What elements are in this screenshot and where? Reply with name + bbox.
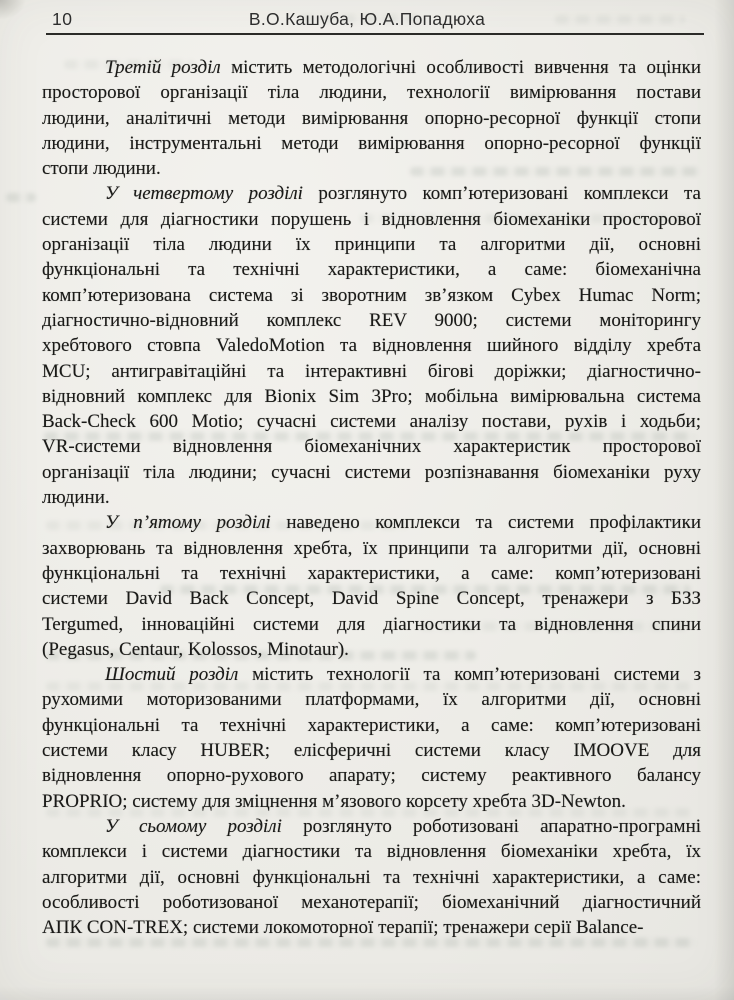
text-line: організації тіла людини їх принципи та алгоритми дії, основні: [42, 234, 701, 256]
text-line: людини, аналітичні методи вимірювання опорно-ресорної функції стопи: [42, 107, 701, 129]
page-header: [0, 8, 734, 32]
text-line: (Pegasus, Centaur, Kolossos, Minotaur).: [42, 638, 349, 660]
text-line: Back-Check 600 Motio; сучасні системи аналізу постави, рухів і ходьби;: [42, 411, 701, 433]
scan-corner-smudge: [0, 0, 26, 20]
text-line: Tergumed, інноваційні системи для діагностики та відновлення спини: [42, 613, 701, 635]
text-line: функціональні та технічні характеристики, а саме: комп’ютеризовані: [42, 714, 701, 736]
text-line: рухомими моторизованими платформами, їх алгоритми дії, основні: [42, 689, 701, 711]
header-rule: [46, 33, 704, 35]
bleed-through-artifact: [6, 193, 36, 202]
section-lead: Шостий розділ: [105, 664, 239, 686]
text-line: комплекси і системи діагностики та відновлення біомеханіки хребта, їх: [42, 841, 701, 863]
text-line: PROPRIO; систему для зміцнення м’язового корсету хребта 3D-Newton.: [42, 790, 626, 812]
text-line: Шостий розділ містить технології та комп’ютеризовані системи з: [105, 664, 701, 686]
text-line: У п’ятому розділі наведено комплекси та системи профілактики: [105, 512, 701, 534]
scan-edge-shadow: [714, 0, 734, 1000]
text-line: захворювань та відновлення хребта, їх принципи та алгоритми дії, основні: [42, 537, 701, 559]
page-body: [42, 55, 701, 940]
page-number: 10: [52, 9, 73, 29]
text-line: відновний комплекс для Bionix Sim 3Pro; мобільна вимірювальна система: [42, 385, 701, 407]
text-line: VR-системи відновлення біомеханічних характеристик просторової: [42, 436, 701, 458]
text-line: діагностично-відновний комплекс REV 9000; системи моніторингу: [42, 309, 701, 331]
scan-edge-shadow: [0, 986, 734, 1000]
text-line: алгоритми дії, основні функціональні та технічні характеристики, а саме:: [42, 866, 701, 888]
text-line: системи для діагностики порушень і відновлення біомеханіки просторової: [42, 208, 701, 230]
text-line: У четвертому розділі розглянуто комп’ютеризовані комплекси та: [105, 183, 701, 205]
running-title: В.О.Кашуба, Ю.А.Попадюха: [248, 9, 486, 29]
text-line: MCU; антигравітаційні та інтерактивні бігові доріжки; діагностично-: [42, 360, 701, 382]
text-line: системи David Back Concept, David Spine Concept, тренажери з БЗЗ: [42, 588, 701, 610]
text-line: системи класу HUBER; елісферичні системи класу IMOOVE для: [42, 740, 701, 762]
text-line: відновлення опорно-рухового апарату; систему реактивного балансу: [42, 765, 701, 787]
text-line: просторової організації тіла людини, технології вимірювання постави: [42, 82, 701, 104]
text-line: комп’ютеризована система зі зворотним зв’язком Cybex Humac Norm;: [42, 284, 701, 306]
section-lead: У п’ятому розділі: [105, 512, 271, 534]
text-line: функціональні та технічні характеристики, а саме: біомеханічна: [42, 259, 701, 281]
text-line: У сьомому розділі розглянуто роботизовані апаратно-програмні: [105, 815, 701, 837]
text-line: організації тіла людини; сучасні системи розпізнавання біомеханіки руху: [42, 461, 701, 483]
text-line: хребтового стовпа ValedoMotion та відновлення шийного відділу хребта: [42, 335, 701, 357]
text-line: особливості роботизованої механотерапії; біомеханічний діагностичний: [42, 891, 701, 913]
text-line: Третій розділ містить методологічні особливості вивчення та оцінки: [105, 57, 701, 78]
text-line: людини, інструментальні методи вимірювання опорно-ресорної функції: [42, 132, 701, 154]
section-lead: У четвертому розділі: [105, 183, 303, 205]
text-line: функціональні та технічні характеристики, а саме: комп’ютеризовані: [42, 562, 701, 584]
text-line: АПК CON-TREX; системи локомоторної терапії; тренажери серії Balance-: [42, 917, 644, 939]
section-lead: У сьомому розділі: [105, 815, 282, 837]
text-line: людини.: [42, 487, 110, 509]
section-lead: Третій розділ: [105, 57, 221, 78]
text-line: стопи людини.: [42, 158, 161, 180]
